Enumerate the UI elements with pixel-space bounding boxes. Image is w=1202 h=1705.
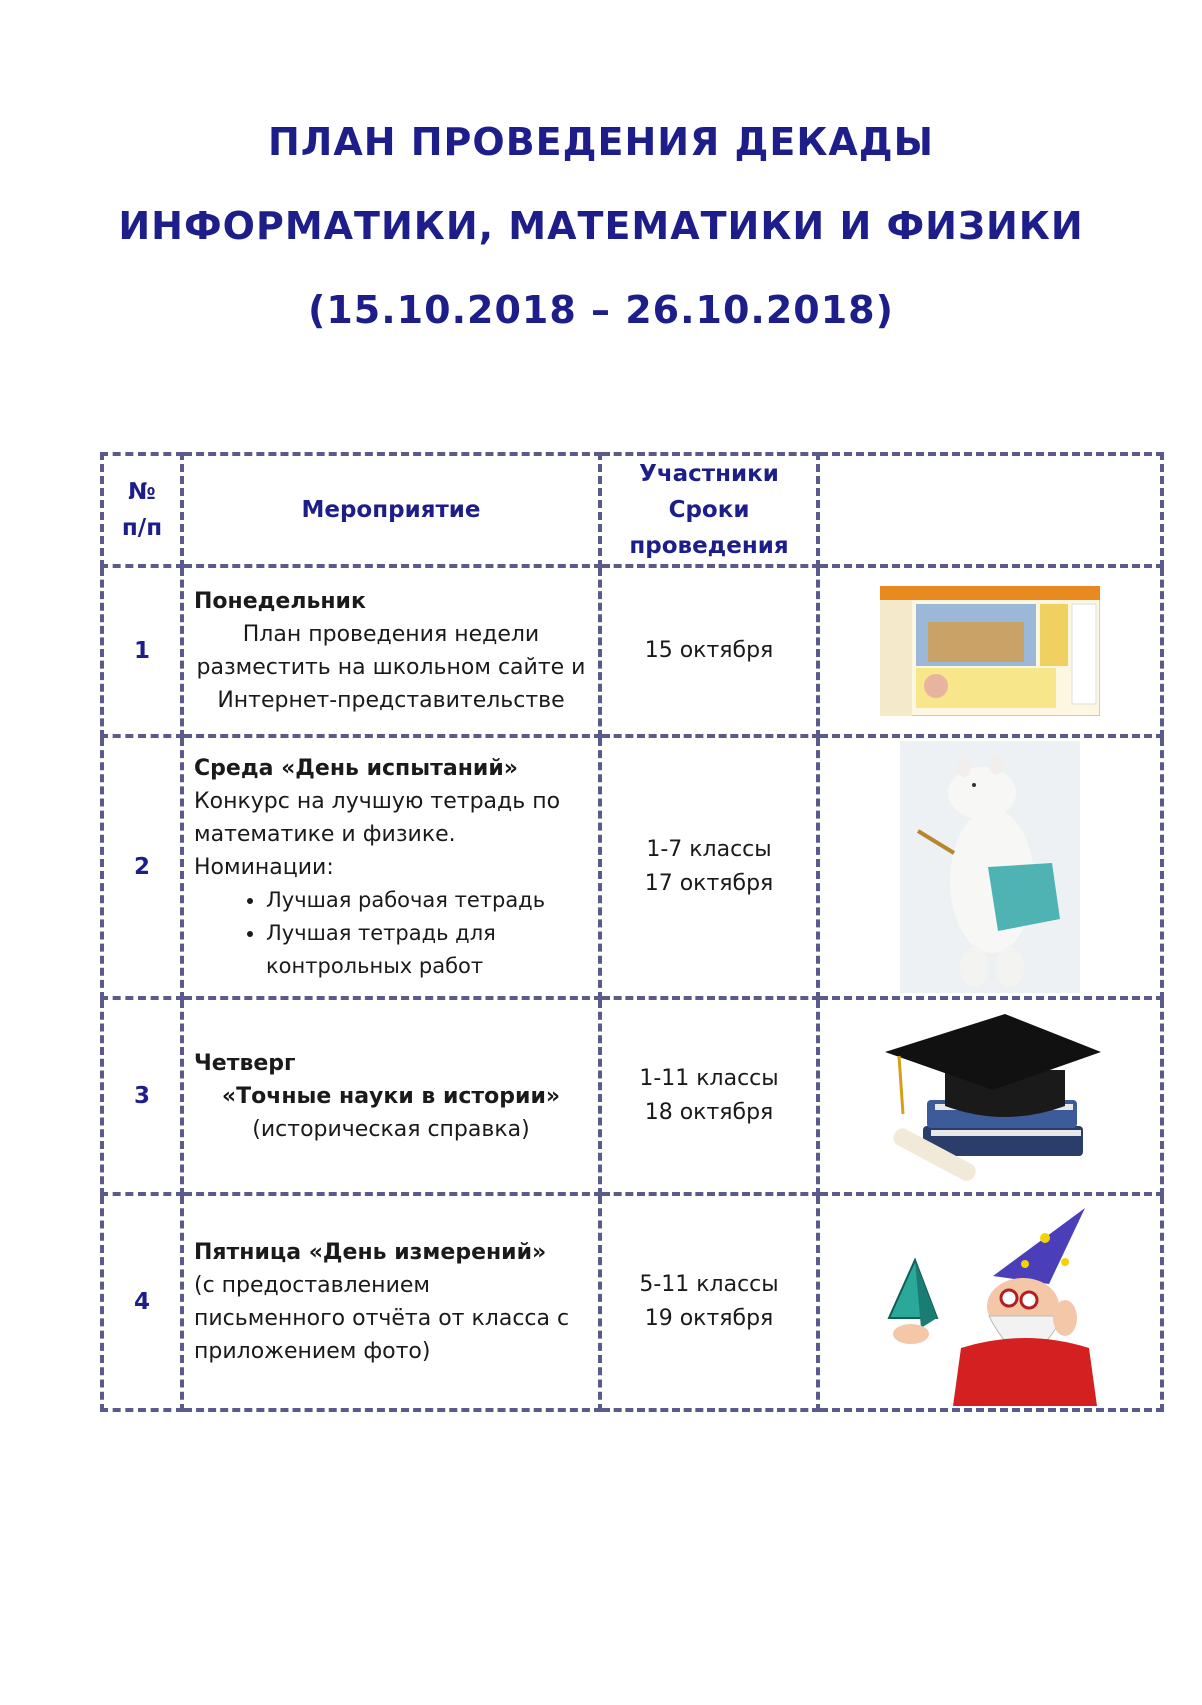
event-desc: Конкурс на лучшую тетрадь по математике и физике.	[194, 788, 561, 847]
event-title: Четверг	[194, 1050, 296, 1076]
header-participants	[600, 454, 818, 566]
participants-cell	[600, 998, 818, 1194]
event-date: 15 октября	[644, 638, 774, 663]
school-website-image	[880, 586, 1100, 716]
participants-cell	[600, 736, 818, 998]
event-cell	[182, 566, 600, 736]
title-line-1: ПЛАН ПРОВЕДЕНИЯ ДЕКАДЫ	[267, 120, 935, 164]
plan-table	[100, 452, 1164, 1412]
event-cell	[182, 998, 600, 1194]
event-desc: План проведения недели разместить на школьном сайте и Интернет-представительстве	[196, 622, 586, 713]
header-participants-line3: проведения	[629, 533, 789, 559]
header-event: Мероприятие	[182, 454, 600, 566]
list-item: • Лучшая тетрадь для контрольных работ	[266, 917, 588, 983]
header-participants-line2: Сроки	[668, 497, 750, 523]
header-num-line1: №	[128, 479, 156, 505]
participants: 5-11 классы	[639, 1272, 779, 1297]
table-row	[102, 1194, 1162, 1410]
event-cell	[182, 1194, 600, 1410]
participants: 1-11 классы	[639, 1066, 779, 1091]
table-row	[102, 998, 1162, 1194]
participants-cell	[600, 566, 818, 736]
row-num: 1	[102, 566, 182, 736]
header-participants-line1: Участники	[639, 461, 779, 487]
participants: 1-7 классы	[646, 837, 772, 862]
title-line-3: (15.10.2018 – 26.10.2018)	[308, 288, 894, 332]
graduation-cap-books-image	[875, 1006, 1105, 1186]
nominations-list	[194, 884, 588, 983]
row-num: 3	[102, 998, 182, 1194]
event-date: 18 октября	[644, 1100, 774, 1125]
event-desc: (с предоставлением письменного отчёта от класса с приложением фото)	[194, 1273, 570, 1364]
list-item: • Лучшая рабочая тетрадь	[266, 884, 588, 917]
table-row	[102, 736, 1162, 998]
table-header-row	[102, 454, 1162, 566]
header-num	[102, 454, 182, 566]
image-cell	[818, 1194, 1162, 1410]
felt-toy-notebook-image	[900, 741, 1080, 993]
document-title	[0, 100, 1202, 352]
event-date: 19 октября	[644, 1306, 774, 1331]
participants-cell	[600, 1194, 818, 1410]
image-cell	[818, 998, 1162, 1194]
event-title: Пятница «День измерений»	[194, 1240, 547, 1265]
event-date: 17 октября	[644, 871, 774, 896]
event-title: Понедельник	[194, 589, 366, 614]
event-desc: (историческая справка)	[252, 1116, 530, 1142]
title-line-2: ИНФОРМАТИКИ, МАТЕМАТИКИ И ФИЗИКИ	[118, 204, 1084, 248]
image-cell	[818, 736, 1162, 998]
event-cell	[182, 736, 600, 998]
header-num-line2: п/п	[121, 515, 163, 541]
row-num: 4	[102, 1194, 182, 1410]
wizard-with-pyramid-image	[875, 1198, 1105, 1406]
event-title: Среда «День испытаний»	[194, 755, 518, 781]
header-image	[818, 454, 1162, 566]
row-num: 2	[102, 736, 182, 998]
event-subtitle: «Точные науки в истории»	[221, 1083, 561, 1109]
table-row	[102, 566, 1162, 736]
image-cell	[818, 566, 1162, 736]
nominations-label: Номинации:	[194, 854, 334, 880]
